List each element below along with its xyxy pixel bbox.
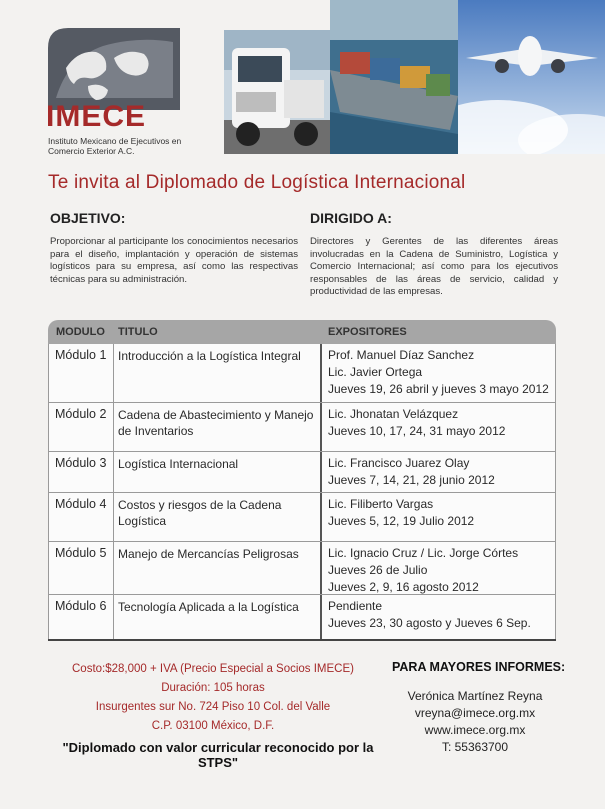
expositor-line: Jueves 2, 9, 16 agosto 2012 bbox=[328, 580, 479, 594]
expositor-line: Lic. Jhonatan Velázquez bbox=[328, 407, 459, 421]
header-titulo: TITULO bbox=[118, 326, 158, 338]
cell-modulo: Módulo 3 bbox=[48, 452, 114, 492]
cell-expositores bbox=[322, 542, 556, 594]
cell-titulo: Cadena de Abastecimiento y Manejo de Inventarios bbox=[114, 403, 322, 451]
cell-expositores bbox=[322, 595, 556, 639]
globe-logo-icon bbox=[48, 28, 180, 110]
cell-modulo: Módulo 5 bbox=[48, 542, 114, 594]
cell-expositores bbox=[322, 493, 556, 541]
dirigido-title: DIRIGIDO A: bbox=[310, 210, 392, 226]
cell-modulo: Módulo 1 bbox=[48, 344, 114, 402]
truck-photo bbox=[224, 30, 330, 154]
contact-email[interactable]: vreyna@imece.org.mx bbox=[414, 706, 536, 720]
modules-table bbox=[48, 320, 556, 641]
expositor-line: Lic. Ignacio Cruz / Lic. Jorge Córtes bbox=[328, 546, 519, 560]
cell-expositores bbox=[322, 452, 556, 492]
table-row bbox=[48, 595, 556, 641]
table-row bbox=[48, 403, 556, 452]
table-row bbox=[48, 493, 556, 542]
cargo-ship-photo bbox=[330, 0, 458, 154]
header-modulo: MODULO bbox=[56, 326, 105, 338]
headline: Te invita al Diplomado de Logística Internacional bbox=[48, 172, 466, 193]
cell-expositores bbox=[322, 403, 556, 451]
expositor-line: Pendiente bbox=[328, 599, 383, 613]
cell-modulo: Módulo 6 bbox=[48, 595, 114, 639]
logo-subtitle: Instituto Mexicano de Ejecutivos en Comercio Exterior A.C. bbox=[48, 136, 182, 156]
contact-block bbox=[390, 688, 560, 756]
cell-titulo: Costos y riesgos de la Cadena Logística bbox=[114, 493, 322, 541]
cost-duration: Duración: 105 horas bbox=[161, 682, 265, 694]
stps-note: "Diplomado con valor curricular reconocido por la STPS" bbox=[62, 740, 374, 770]
expositor-line: Jueves 7, 14, 21, 28 junio 2012 bbox=[328, 473, 495, 487]
expositor-line: Jueves 5, 12, 19 Julio 2012 bbox=[328, 514, 475, 528]
cost-address-line1: Insurgentes sur No. 724 Piso 10 Col. del Valle bbox=[95, 701, 331, 713]
objetivo-title: OBJETIVO: bbox=[50, 210, 126, 226]
info-title: PARA MAYORES INFORMES: bbox=[392, 660, 566, 674]
table-row bbox=[48, 542, 556, 595]
cell-modulo: Módulo 2 bbox=[48, 403, 114, 451]
objetivo-text: Proporcionar al participante los conocimientos necesarios para el diseño, implantación y operación de sistemas logísticos para su empresa, así como las respectivas técnicas para su administración. bbox=[50, 236, 298, 285]
cell-expositores bbox=[322, 344, 556, 402]
expositor-line: Lic. Filiberto Vargas bbox=[328, 497, 434, 511]
expositor-line: Jueves 10, 17, 24, 31 mayo 2012 bbox=[328, 424, 506, 438]
cell-titulo: Tecnología Aplicada a la Logística bbox=[114, 595, 322, 639]
table-header bbox=[48, 320, 556, 344]
airplane-photo bbox=[458, 0, 605, 154]
cell-titulo: Logística Internacional bbox=[114, 452, 322, 492]
cell-titulo: Manejo de Mercancías Peligrosas bbox=[114, 542, 322, 594]
header-banner bbox=[0, 0, 605, 160]
expositor-line: Jueves 23, 30 agosto y Jueves 6 Sep. bbox=[328, 616, 531, 630]
expositor-line: Lic. Javier Ortega bbox=[328, 365, 423, 379]
dirigido-text: Directores y Gerentes de las diferentes áreas involucradas en la Cadena de Suministro, Logística y Comercio Internacional; así como para los ejecutivos responsables de las áreas de servicio, calidad y productividad de las empresas. bbox=[310, 236, 558, 298]
expositor-line: Jueves 19, 26 abril y jueves 3 mayo 2012 bbox=[328, 382, 549, 396]
cost-address-line2: C.P. 03100 México, D.F. bbox=[151, 720, 275, 732]
cell-titulo: Introducción a la Logística Integral bbox=[114, 344, 322, 402]
contact-name: Verónica Martínez Reyna bbox=[407, 689, 543, 703]
cost-price: Costo:$28,000 + IVA (Precio Especial a Socios IMECE) bbox=[72, 663, 354, 675]
contact-phone: T: 55363700 bbox=[441, 740, 509, 754]
expositor-line: Jueves 26 de Julio bbox=[328, 563, 428, 577]
expositor-line: Lic. Francisco Juarez Olay bbox=[328, 456, 470, 470]
header-expositores: EXPOSITORES bbox=[328, 326, 407, 338]
table-row bbox=[48, 344, 556, 403]
cost-block bbox=[48, 660, 378, 736]
expositor-line: Prof. Manuel Díaz Sanchez bbox=[328, 348, 475, 362]
table-body bbox=[48, 344, 556, 641]
table-row bbox=[48, 452, 556, 493]
cell-modulo: Módulo 4 bbox=[48, 493, 114, 541]
logo-wordmark: IMECE bbox=[46, 100, 147, 133]
contact-web[interactable]: www.imece.org.mx bbox=[424, 723, 526, 737]
